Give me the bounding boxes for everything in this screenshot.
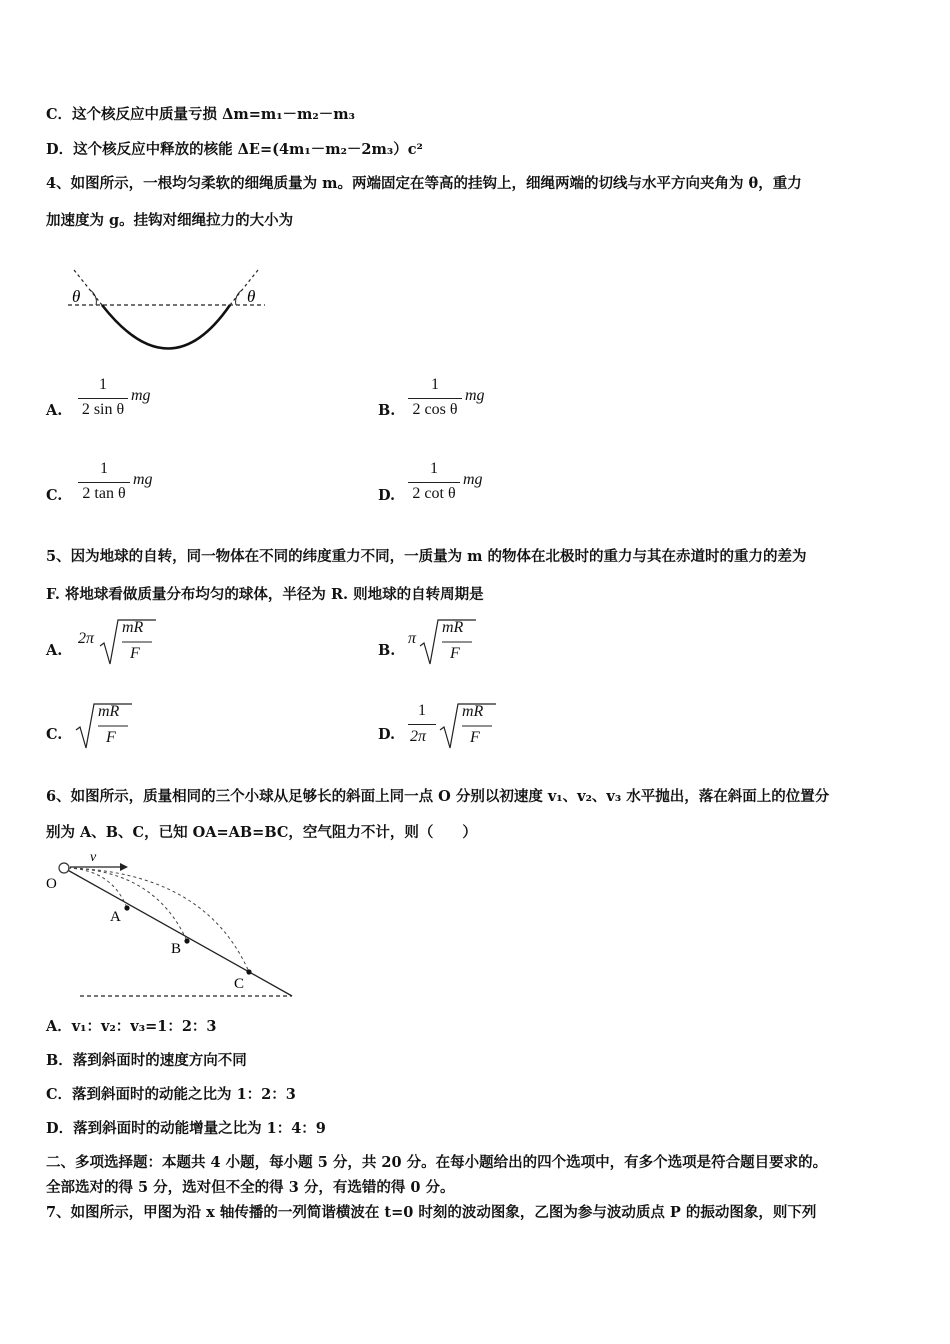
label-c: C [234, 976, 245, 992]
q4-d-mg: mg [463, 471, 483, 488]
rope-curve [102, 305, 230, 349]
q5-b-radicand-denominator: F [450, 645, 460, 662]
ball [59, 863, 69, 873]
q6-option-c: C．落到斜面时的动能之比为 1：2：3 [46, 1086, 296, 1103]
q4-option-d-formula [408, 460, 498, 510]
right-angle-arc [236, 290, 242, 305]
trajectory-b [68, 868, 187, 941]
point-a [124, 905, 129, 910]
q7-stem-line1: 7、如图所示，甲图为沿 x 轴传播的一列简谐横波在 t=0 时刻的波动图象，乙图为参与波动质点 P 的振动图象，则下列 [46, 1204, 817, 1221]
point-c [246, 969, 251, 974]
q5-a-radicand-numerator: mR [122, 619, 144, 636]
q4-stem-line2: 加速度为 g。挂钩对细绳拉力的大小为 [46, 212, 294, 229]
q3-option-d-formula: ΔE=(4m₁－m₂－2m₃）c² [237, 141, 423, 158]
q6-option-d: D．落到斜面时的动能增量之比为 1：4：9 [46, 1120, 326, 1137]
q3-option-d [46, 138, 423, 159]
q4-option-b-letter: B. [378, 402, 396, 419]
q4-stem-line1: 4、如图所示，一根均匀柔软的细绳质量为 m。两端固定在等高的挂钩上，细绳两端的切线与水平方向夹角为 θ，重力 [46, 175, 802, 192]
q4-option-c-letter: C. [46, 487, 63, 504]
velocity-arrowhead [120, 863, 128, 871]
q3-option-c-text: C．这个核反应中质量亏损 [46, 106, 218, 123]
left-theta-label: θ [72, 287, 81, 306]
q5-a-coefficient: 2π [78, 630, 95, 647]
q5-option-b-letter: B. [378, 642, 396, 659]
q5-option-a-formula [78, 616, 158, 670]
q4-option-c-formula [78, 460, 168, 510]
q5-d-coef-bar [408, 724, 436, 725]
q5-c-radicand-numerator: mR [98, 703, 120, 720]
q4-c-numerator: 1 [100, 460, 108, 477]
q4-d-fraction-bar [408, 482, 460, 483]
q4-a-fraction-bar [78, 398, 128, 399]
q5-stem-line2: F. 将地球看做质量分布均匀的球体，半径为 R. 则地球的自转周期是 [46, 586, 484, 603]
q6-stem-line1: 6、如图所示，质量相同的三个小球从足够长的斜面上同一点 O 分别以初速度 v₁、v₂、v₃ 水平抛出，落在斜面上的位置分 [46, 788, 830, 805]
q4-b-fraction-bar [408, 398, 462, 399]
q4-d-numerator: 1 [430, 460, 438, 477]
q6-option-a: A．v₁：v₂：v₃=1：2：3 [46, 1018, 217, 1035]
q5-option-c-letter: C. [46, 726, 63, 743]
q5-c-radicand-denominator: F [106, 729, 116, 746]
q4-b-mg: mg [465, 387, 485, 404]
right-theta-label: θ [247, 287, 256, 306]
q5-d-radicand-numerator: mR [462, 703, 484, 720]
q4-rope-figure [60, 262, 280, 357]
q4-c-denominator: 2 tan θ [82, 485, 126, 502]
q5-d-coef-numerator: 1 [418, 702, 426, 719]
q5-option-c-formula [74, 700, 144, 754]
q5-option-d-letter: D. [378, 726, 396, 743]
velocity-label: v [90, 850, 97, 865]
q6-incline-figure [40, 848, 310, 1008]
q4-a-mg: mg [131, 387, 151, 404]
trajectory-a [68, 868, 127, 908]
q4-c-fraction-bar [78, 482, 130, 483]
q4-option-b-formula [408, 376, 498, 426]
q3-option-c-formula: Δm=m₁－m₂－m₃ [222, 106, 355, 123]
q6-stem-line2: 别为 A、B、C，已知 OA=AB=BC，空气阻力不计，则（ ） [46, 824, 477, 841]
q4-a-numerator: 1 [99, 376, 107, 393]
q4-c-mg: mg [133, 471, 153, 488]
q6-option-b: B．落到斜面时的速度方向不同 [46, 1052, 247, 1069]
q5-d-radicand-denominator: F [470, 729, 480, 746]
q5-option-b-formula [408, 616, 488, 670]
label-a: A [110, 909, 121, 925]
incline-line [64, 868, 292, 996]
q5-a-radicand-denominator: F [130, 645, 140, 662]
q4-d-denominator: 2 cot θ [412, 485, 456, 502]
q5-b-coefficient: π [408, 630, 417, 647]
left-angle-arc [90, 290, 96, 305]
q5-option-d-formula [408, 700, 498, 754]
q5-b-radicand-numerator: mR [442, 619, 464, 636]
q3-option-d-text: D．这个核反应中释放的核能 [46, 141, 233, 158]
q4-a-denominator: 2 sin θ [81, 401, 125, 418]
q3-option-c [46, 103, 355, 124]
section2-header-line1: 二、多项选择题：本题共 4 小题，每小题 5 分，共 20 分。在每小题给出的四个选项中，有多个选项是符合题目要求的。 [46, 1154, 828, 1171]
label-b: B [171, 941, 182, 957]
q5-d-coef-denominator: 2π [410, 728, 427, 745]
q4-option-d-letter: D. [378, 487, 396, 504]
label-o: O [46, 876, 57, 892]
q4-b-numerator: 1 [431, 376, 439, 393]
q5-option-a-letter: A. [46, 642, 63, 659]
point-b [184, 938, 189, 943]
section2-header-line2: 全部选对的得 5 分，选对但不全的得 3 分，有选错的得 0 分。 [46, 1179, 455, 1196]
q4-b-denominator: 2 cos θ [412, 401, 458, 418]
q4-option-a-formula [78, 376, 168, 426]
q5-stem-line1: 5、因为地球的自转，同一物体在不同的纬度重力不同，一质量为 m 的物体在北极时的重力与其在赤道时的重力的差为 [46, 548, 807, 565]
q4-option-a-letter: A. [46, 402, 63, 419]
